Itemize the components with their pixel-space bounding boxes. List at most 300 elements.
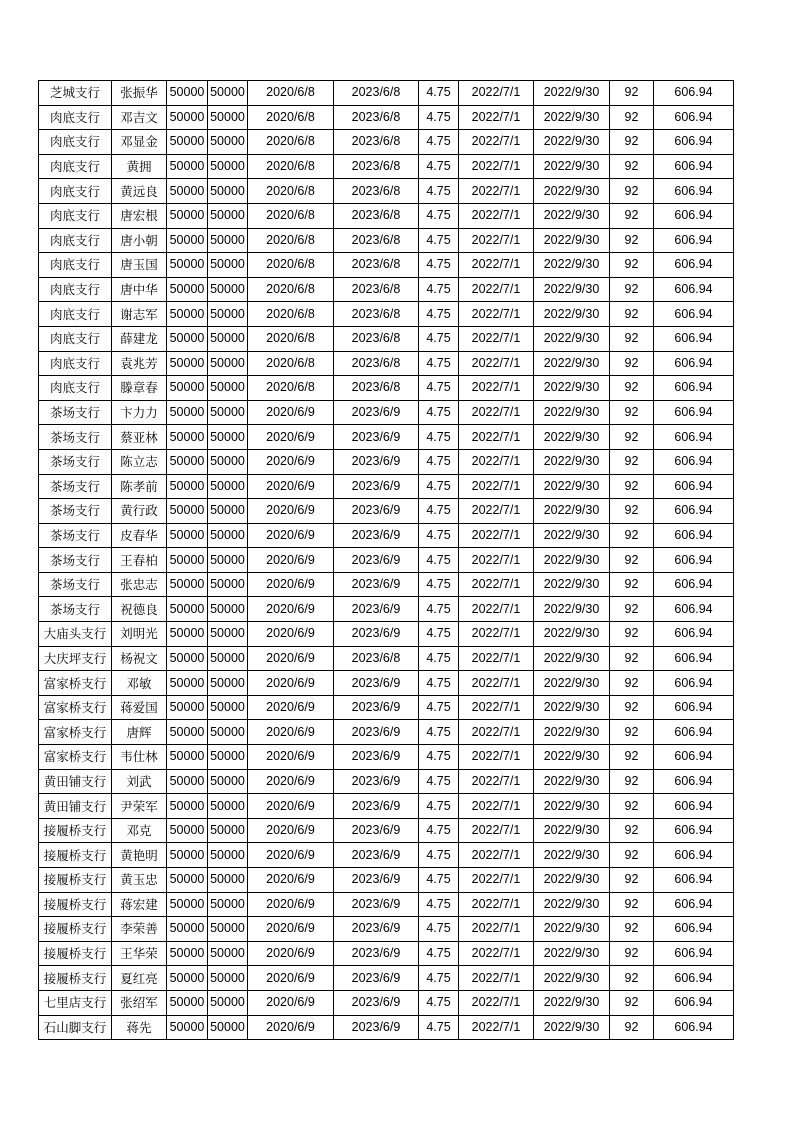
- start-date-cell: 2020/6/8: [248, 81, 334, 106]
- table-row: [39, 572, 734, 597]
- table-row: [39, 253, 734, 278]
- loan-amount-cell: 50000: [167, 376, 208, 401]
- period-end-cell: 2022/9/30: [534, 769, 610, 794]
- table-row: [39, 523, 734, 548]
- end-date-cell: 2023/6/8: [334, 326, 419, 351]
- period-end-cell: 2022/9/30: [534, 745, 610, 770]
- period-start-cell: 2022/7/1: [459, 203, 534, 228]
- period-end-cell: 2022/9/30: [534, 966, 610, 991]
- interest-cell: 606.94: [654, 277, 734, 302]
- branch-cell: 黄田铺支行: [39, 794, 112, 819]
- rate-cell: 4.75: [419, 81, 459, 106]
- interest-cell: 606.94: [654, 499, 734, 524]
- branch-cell: 富家桥支行: [39, 745, 112, 770]
- end-date-cell: 2023/6/8: [334, 277, 419, 302]
- table-row: [39, 990, 734, 1015]
- start-date-cell: 2020/6/9: [248, 449, 334, 474]
- rate-cell: 4.75: [419, 720, 459, 745]
- branch-cell: 接履桥支行: [39, 917, 112, 942]
- loan-amount-cell: 50000: [167, 277, 208, 302]
- rate-cell: 4.75: [419, 794, 459, 819]
- name-cell: 黄拥: [112, 154, 167, 179]
- days-cell: 92: [610, 695, 654, 720]
- balance-cell: 50000: [208, 130, 248, 155]
- end-date-cell: 2023/6/9: [334, 622, 419, 647]
- branch-cell: 接履桥支行: [39, 868, 112, 893]
- rate-cell: 4.75: [419, 990, 459, 1015]
- loan-amount-cell: 50000: [167, 695, 208, 720]
- interest-cell: 606.94: [654, 179, 734, 204]
- branch-cell: 接履桥支行: [39, 966, 112, 991]
- rate-cell: 4.75: [419, 105, 459, 130]
- period-end-cell: 2022/9/30: [534, 326, 610, 351]
- interest-cell: 606.94: [654, 794, 734, 819]
- branch-cell: 接履桥支行: [39, 941, 112, 966]
- end-date-cell: 2023/6/8: [334, 154, 419, 179]
- days-cell: 92: [610, 179, 654, 204]
- rate-cell: 4.75: [419, 671, 459, 696]
- days-cell: 92: [610, 302, 654, 327]
- end-date-cell: 2023/6/8: [334, 203, 419, 228]
- balance-cell: 50000: [208, 794, 248, 819]
- period-end-cell: 2022/9/30: [534, 646, 610, 671]
- balance-cell: 50000: [208, 154, 248, 179]
- loan-amount-cell: 50000: [167, 474, 208, 499]
- name-cell: 唐小朝: [112, 228, 167, 253]
- balance-cell: 50000: [208, 671, 248, 696]
- balance-cell: 50000: [208, 941, 248, 966]
- balance-cell: 50000: [208, 646, 248, 671]
- period-start-cell: 2022/7/1: [459, 499, 534, 524]
- name-cell: 黄远良: [112, 179, 167, 204]
- end-date-cell: 2023/6/9: [334, 449, 419, 474]
- days-cell: 92: [610, 671, 654, 696]
- end-date-cell: 2023/6/9: [334, 597, 419, 622]
- name-cell: 夏红亮: [112, 966, 167, 991]
- days-cell: 92: [610, 228, 654, 253]
- interest-cell: 606.94: [654, 449, 734, 474]
- period-start-cell: 2022/7/1: [459, 671, 534, 696]
- table-row: [39, 425, 734, 450]
- loan-amount-cell: 50000: [167, 154, 208, 179]
- interest-cell: 606.94: [654, 351, 734, 376]
- end-date-cell: 2023/6/9: [334, 499, 419, 524]
- balance-cell: 50000: [208, 351, 248, 376]
- loan-amount-cell: 50000: [167, 400, 208, 425]
- period-end-cell: 2022/9/30: [534, 917, 610, 942]
- days-cell: 92: [610, 154, 654, 179]
- branch-cell: 茶场支行: [39, 425, 112, 450]
- balance-cell: 50000: [208, 179, 248, 204]
- days-cell: 92: [610, 130, 654, 155]
- end-date-cell: 2023/6/9: [334, 794, 419, 819]
- balance-cell: 50000: [208, 720, 248, 745]
- period-end-cell: 2022/9/30: [534, 671, 610, 696]
- period-end-cell: 2022/9/30: [534, 449, 610, 474]
- period-start-cell: 2022/7/1: [459, 843, 534, 868]
- days-cell: 92: [610, 892, 654, 917]
- days-cell: 92: [610, 449, 654, 474]
- branch-cell: 肉底支行: [39, 203, 112, 228]
- rate-cell: 4.75: [419, 228, 459, 253]
- rate-cell: 4.75: [419, 548, 459, 573]
- interest-cell: 606.94: [654, 253, 734, 278]
- start-date-cell: 2020/6/8: [248, 326, 334, 351]
- interest-cell: 606.94: [654, 745, 734, 770]
- days-cell: 92: [610, 81, 654, 106]
- start-date-cell: 2020/6/9: [248, 474, 334, 499]
- period-start-cell: 2022/7/1: [459, 1015, 534, 1040]
- interest-cell: 606.94: [654, 818, 734, 843]
- table-row: [39, 351, 734, 376]
- loan-amount-cell: 50000: [167, 769, 208, 794]
- period-end-cell: 2022/9/30: [534, 499, 610, 524]
- name-cell: 蒋爱国: [112, 695, 167, 720]
- end-date-cell: 2023/6/9: [334, 843, 419, 868]
- period-end-cell: 2022/9/30: [534, 277, 610, 302]
- period-start-cell: 2022/7/1: [459, 622, 534, 647]
- start-date-cell: 2020/6/9: [248, 671, 334, 696]
- start-date-cell: 2020/6/9: [248, 868, 334, 893]
- period-start-cell: 2022/7/1: [459, 646, 534, 671]
- rate-cell: 4.75: [419, 326, 459, 351]
- balance-cell: 50000: [208, 253, 248, 278]
- start-date-cell: 2020/6/9: [248, 646, 334, 671]
- period-end-cell: 2022/9/30: [534, 130, 610, 155]
- end-date-cell: 2023/6/9: [334, 917, 419, 942]
- name-cell: 陈孝前: [112, 474, 167, 499]
- days-cell: 92: [610, 868, 654, 893]
- loan-amount-cell: 50000: [167, 868, 208, 893]
- end-date-cell: 2023/6/9: [334, 695, 419, 720]
- rate-cell: 4.75: [419, 695, 459, 720]
- name-cell: 刘明光: [112, 622, 167, 647]
- period-start-cell: 2022/7/1: [459, 474, 534, 499]
- period-start-cell: 2022/7/1: [459, 326, 534, 351]
- rate-cell: 4.75: [419, 400, 459, 425]
- rate-cell: 4.75: [419, 351, 459, 376]
- period-end-cell: 2022/9/30: [534, 868, 610, 893]
- period-start-cell: 2022/7/1: [459, 597, 534, 622]
- rate-cell: 4.75: [419, 499, 459, 524]
- name-cell: 黄艳明: [112, 843, 167, 868]
- period-end-cell: 2022/9/30: [534, 892, 610, 917]
- table-row: [39, 868, 734, 893]
- table-row: [39, 769, 734, 794]
- loan-amount-cell: 50000: [167, 499, 208, 524]
- table-row: [39, 302, 734, 327]
- loan-amount-cell: 50000: [167, 966, 208, 991]
- end-date-cell: 2023/6/9: [334, 966, 419, 991]
- name-cell: 唐玉国: [112, 253, 167, 278]
- name-cell: 滕章春: [112, 376, 167, 401]
- interest-cell: 606.94: [654, 548, 734, 573]
- balance-cell: 50000: [208, 843, 248, 868]
- days-cell: 92: [610, 1015, 654, 1040]
- branch-cell: 芝城支行: [39, 81, 112, 106]
- days-cell: 92: [610, 253, 654, 278]
- interest-cell: 606.94: [654, 154, 734, 179]
- name-cell: 蔡亚林: [112, 425, 167, 450]
- loan-amount-cell: 50000: [167, 81, 208, 106]
- interest-cell: 606.94: [654, 966, 734, 991]
- period-end-cell: 2022/9/30: [534, 400, 610, 425]
- start-date-cell: 2020/6/9: [248, 966, 334, 991]
- end-date-cell: 2023/6/9: [334, 671, 419, 696]
- days-cell: 92: [610, 794, 654, 819]
- end-date-cell: 2023/6/8: [334, 130, 419, 155]
- days-cell: 92: [610, 351, 654, 376]
- loan-amount-cell: 50000: [167, 843, 208, 868]
- start-date-cell: 2020/6/8: [248, 253, 334, 278]
- rate-cell: 4.75: [419, 966, 459, 991]
- branch-cell: 肉底支行: [39, 154, 112, 179]
- table-row: [39, 130, 734, 155]
- rate-cell: 4.75: [419, 818, 459, 843]
- name-cell: 蒋先: [112, 1015, 167, 1040]
- interest-cell: 606.94: [654, 228, 734, 253]
- days-cell: 92: [610, 769, 654, 794]
- loan-amount-cell: 50000: [167, 794, 208, 819]
- loan-amount-cell: 50000: [167, 990, 208, 1015]
- rate-cell: 4.75: [419, 892, 459, 917]
- end-date-cell: 2023/6/8: [334, 376, 419, 401]
- balance-cell: 50000: [208, 572, 248, 597]
- name-cell: 李荣善: [112, 917, 167, 942]
- start-date-cell: 2020/6/8: [248, 105, 334, 130]
- name-cell: 袁兆芳: [112, 351, 167, 376]
- days-cell: 92: [610, 843, 654, 868]
- start-date-cell: 2020/6/9: [248, 917, 334, 942]
- end-date-cell: 2023/6/9: [334, 523, 419, 548]
- branch-cell: 茶场支行: [39, 400, 112, 425]
- interest-cell: 606.94: [654, 105, 734, 130]
- balance-cell: 50000: [208, 892, 248, 917]
- rate-cell: 4.75: [419, 253, 459, 278]
- start-date-cell: 2020/6/9: [248, 597, 334, 622]
- rate-cell: 4.75: [419, 130, 459, 155]
- period-start-cell: 2022/7/1: [459, 154, 534, 179]
- period-start-cell: 2022/7/1: [459, 228, 534, 253]
- branch-cell: 茶场支行: [39, 548, 112, 573]
- loan-amount-cell: 50000: [167, 622, 208, 647]
- rate-cell: 4.75: [419, 179, 459, 204]
- name-cell: 黄行政: [112, 499, 167, 524]
- end-date-cell: 2023/6/9: [334, 990, 419, 1015]
- loan-amount-cell: 50000: [167, 425, 208, 450]
- days-cell: 92: [610, 523, 654, 548]
- period-start-cell: 2022/7/1: [459, 966, 534, 991]
- table-row: [39, 1015, 734, 1040]
- interest-cell: 606.94: [654, 523, 734, 548]
- period-start-cell: 2022/7/1: [459, 794, 534, 819]
- balance-cell: 50000: [208, 1015, 248, 1040]
- loan-amount-cell: 50000: [167, 671, 208, 696]
- start-date-cell: 2020/6/8: [248, 302, 334, 327]
- loan-amount-cell: 50000: [167, 179, 208, 204]
- period-end-cell: 2022/9/30: [534, 794, 610, 819]
- start-date-cell: 2020/6/9: [248, 720, 334, 745]
- rate-cell: 4.75: [419, 597, 459, 622]
- branch-cell: 黄田铺支行: [39, 769, 112, 794]
- table-row: [39, 376, 734, 401]
- table-row: [39, 622, 734, 647]
- period-start-cell: 2022/7/1: [459, 818, 534, 843]
- name-cell: 韦仕林: [112, 745, 167, 770]
- period-start-cell: 2022/7/1: [459, 400, 534, 425]
- start-date-cell: 2020/6/8: [248, 351, 334, 376]
- rate-cell: 4.75: [419, 572, 459, 597]
- period-start-cell: 2022/7/1: [459, 745, 534, 770]
- name-cell: 张忠志: [112, 572, 167, 597]
- table-row: [39, 400, 734, 425]
- period-start-cell: 2022/7/1: [459, 81, 534, 106]
- end-date-cell: 2023/6/9: [334, 474, 419, 499]
- interest-cell: 606.94: [654, 769, 734, 794]
- interest-cell: 606.94: [654, 81, 734, 106]
- start-date-cell: 2020/6/9: [248, 425, 334, 450]
- period-start-cell: 2022/7/1: [459, 277, 534, 302]
- balance-cell: 50000: [208, 105, 248, 130]
- start-date-cell: 2020/6/9: [248, 818, 334, 843]
- name-cell: 谢志军: [112, 302, 167, 327]
- end-date-cell: 2023/6/8: [334, 646, 419, 671]
- table-row: [39, 917, 734, 942]
- loan-amount-cell: 50000: [167, 203, 208, 228]
- branch-cell: 肉底支行: [39, 326, 112, 351]
- balance-cell: 50000: [208, 277, 248, 302]
- period-end-cell: 2022/9/30: [534, 253, 610, 278]
- days-cell: 92: [610, 400, 654, 425]
- period-end-cell: 2022/9/30: [534, 179, 610, 204]
- loan-amount-cell: 50000: [167, 351, 208, 376]
- rate-cell: 4.75: [419, 277, 459, 302]
- loan-amount-cell: 50000: [167, 228, 208, 253]
- end-date-cell: 2023/6/8: [334, 253, 419, 278]
- balance-cell: 50000: [208, 597, 248, 622]
- start-date-cell: 2020/6/9: [248, 622, 334, 647]
- loan-amount-cell: 50000: [167, 720, 208, 745]
- days-cell: 92: [610, 622, 654, 647]
- branch-cell: 茶场支行: [39, 474, 112, 499]
- balance-cell: 50000: [208, 523, 248, 548]
- rate-cell: 4.75: [419, 941, 459, 966]
- balance-cell: 50000: [208, 548, 248, 573]
- name-cell: 唐宏根: [112, 203, 167, 228]
- name-cell: 祝德良: [112, 597, 167, 622]
- period-start-cell: 2022/7/1: [459, 572, 534, 597]
- branch-cell: 富家桥支行: [39, 695, 112, 720]
- table-row: [39, 818, 734, 843]
- table-row: [39, 499, 734, 524]
- loan-amount-cell: 50000: [167, 302, 208, 327]
- start-date-cell: 2020/6/8: [248, 179, 334, 204]
- rate-cell: 4.75: [419, 622, 459, 647]
- loan-amount-cell: 50000: [167, 449, 208, 474]
- name-cell: 邓敏: [112, 671, 167, 696]
- interest-cell: 606.94: [654, 597, 734, 622]
- branch-cell: 肉底支行: [39, 376, 112, 401]
- period-start-cell: 2022/7/1: [459, 548, 534, 573]
- end-date-cell: 2023/6/8: [334, 351, 419, 376]
- days-cell: 92: [610, 720, 654, 745]
- table-row: [39, 720, 734, 745]
- table-row: [39, 474, 734, 499]
- interest-cell: 606.94: [654, 695, 734, 720]
- period-end-cell: 2022/9/30: [534, 1015, 610, 1040]
- interest-cell: 606.94: [654, 622, 734, 647]
- end-date-cell: 2023/6/8: [334, 228, 419, 253]
- interest-cell: 606.94: [654, 203, 734, 228]
- loan-amount-cell: 50000: [167, 892, 208, 917]
- name-cell: 陈立志: [112, 449, 167, 474]
- balance-cell: 50000: [208, 499, 248, 524]
- interest-cell: 606.94: [654, 326, 734, 351]
- rate-cell: 4.75: [419, 449, 459, 474]
- branch-cell: 接履桥支行: [39, 892, 112, 917]
- table-row: [39, 892, 734, 917]
- balance-cell: 50000: [208, 990, 248, 1015]
- name-cell: 黄玉忠: [112, 868, 167, 893]
- period-start-cell: 2022/7/1: [459, 868, 534, 893]
- branch-cell: 茶场支行: [39, 523, 112, 548]
- table-row: [39, 941, 734, 966]
- period-start-cell: 2022/7/1: [459, 941, 534, 966]
- balance-cell: 50000: [208, 425, 248, 450]
- start-date-cell: 2020/6/9: [248, 769, 334, 794]
- branch-cell: 七里店支行: [39, 990, 112, 1015]
- period-end-cell: 2022/9/30: [534, 597, 610, 622]
- period-end-cell: 2022/9/30: [534, 425, 610, 450]
- end-date-cell: 2023/6/9: [334, 548, 419, 573]
- name-cell: 杨祝文: [112, 646, 167, 671]
- days-cell: 92: [610, 646, 654, 671]
- period-end-cell: 2022/9/30: [534, 376, 610, 401]
- days-cell: 92: [610, 425, 654, 450]
- interest-cell: 606.94: [654, 941, 734, 966]
- table-row: [39, 646, 734, 671]
- start-date-cell: 2020/6/8: [248, 228, 334, 253]
- table-row: [39, 179, 734, 204]
- branch-cell: 茶场支行: [39, 499, 112, 524]
- name-cell: 张绍军: [112, 990, 167, 1015]
- period-end-cell: 2022/9/30: [534, 990, 610, 1015]
- loan-amount-cell: 50000: [167, 745, 208, 770]
- end-date-cell: 2023/6/9: [334, 400, 419, 425]
- period-start-cell: 2022/7/1: [459, 990, 534, 1015]
- end-date-cell: 2023/6/9: [334, 941, 419, 966]
- table-row: [39, 277, 734, 302]
- balance-cell: 50000: [208, 695, 248, 720]
- table-row: [39, 154, 734, 179]
- end-date-cell: 2023/6/9: [334, 1015, 419, 1040]
- period-start-cell: 2022/7/1: [459, 917, 534, 942]
- table-row: [39, 203, 734, 228]
- name-cell: 卞力力: [112, 400, 167, 425]
- name-cell: 刘武: [112, 769, 167, 794]
- days-cell: 92: [610, 597, 654, 622]
- rate-cell: 4.75: [419, 646, 459, 671]
- end-date-cell: 2023/6/9: [334, 572, 419, 597]
- interest-cell: 606.94: [654, 917, 734, 942]
- interest-cell: 606.94: [654, 843, 734, 868]
- balance-cell: 50000: [208, 449, 248, 474]
- branch-cell: 肉底支行: [39, 228, 112, 253]
- loan-amount-cell: 50000: [167, 105, 208, 130]
- days-cell: 92: [610, 277, 654, 302]
- loan-amount-cell: 50000: [167, 572, 208, 597]
- rate-cell: 4.75: [419, 154, 459, 179]
